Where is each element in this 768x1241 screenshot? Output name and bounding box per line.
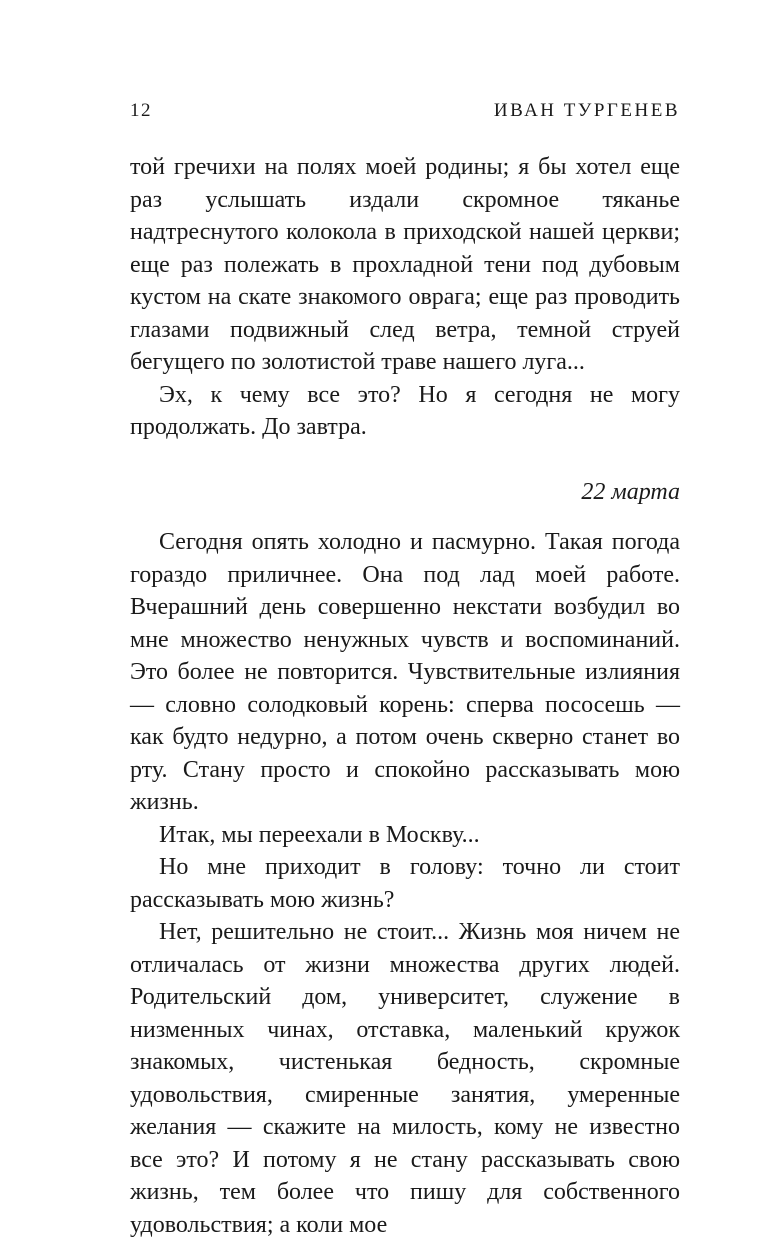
running-header bbox=[130, 100, 680, 124]
paragraph: Сегодня опять холодно и пасмурно. Такая погода гораздо приличнее. Она под лад моей работе. Вчерашний день совершенно некстати возбудил во мне множество ненужных чувств и воспоминаний. Это более не повторится. Чувствительные излияния — словно солодковый корень: сперва пососешь — как будто недурно, а потом очень скверно станет во рту. Стану просто и спокойно рассказывать мою жизнь. bbox=[130, 529, 680, 815]
page-number: 12 bbox=[130, 100, 152, 121]
paragraph: Эх, к чему все это? Но я сегодня не могу продолжать. До завтра. bbox=[130, 381, 680, 440]
book-page bbox=[130, 0, 680, 1240]
paragraph-continued: той гречихи на полях моей родины; я бы хотел еще раз услышать издали скромное тяканье надтреснутого колокола в приходской нашей церкви; еще раз полежать в прохладной тени под дубовым кустом на скате знакомого оврага; еще раз проводить глазами подвижный след ветра, темной струей бегущего по золотистой траве нашего луга... bbox=[130, 154, 680, 375]
paragraph: Но мне приходит в голову: точно ли стоит рассказывать мою жизнь? bbox=[130, 854, 680, 913]
book-author: ИВАН ТУРГЕНЕВ bbox=[493, 100, 680, 121]
paragraph: Итак, мы переехали в Москву... bbox=[159, 821, 480, 848]
body-text bbox=[130, 151, 680, 1241]
diary-date-heading: 22 марта bbox=[581, 478, 680, 505]
paragraph: Нет, решительно не стоит... Жизнь моя ничем не отличалась от жизни множества других людей. Родительский дом, университет, служение в низменных чинах, отставка, маленький кружок знакомых, чистенькая бедность, скромные удовольствия, смиренные занятия, умеренные желания — скажите на милость, кому не известно все это? И потому я не стану рассказывать свою жизнь, тем более что пишу для собственного удовольствия; а коли мое bbox=[130, 919, 680, 1238]
